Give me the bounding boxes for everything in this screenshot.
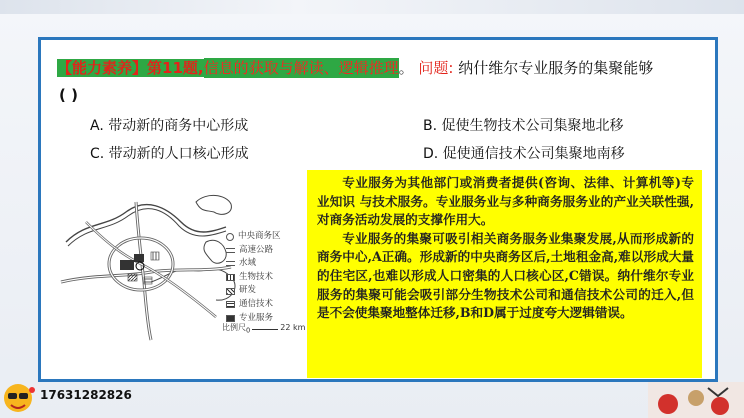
emoji-avatar-icon bbox=[0, 378, 38, 416]
option-a[interactable]: A. 带动新的商务中心形成 bbox=[90, 118, 249, 134]
legend-label: 通信技术 bbox=[239, 298, 274, 309]
horizontal-hatch-icon bbox=[226, 301, 235, 308]
explanation-paragraph-2: 专业服务的集聚可吸引相关商务服务业集聚发展,从而形成新的商务中心,A正确。形成新的中央商务区后,土地租金高,难以形成大量的住宅区,也难以形成人口密集的人口核心区,C错误。纳什维尔专业服务的集聚可能会吸引部分生物技术公司和通信技术公司的迁入,但是不会使集聚地整体迁移,B和D属于过度夸大逻辑错误。 bbox=[317, 230, 694, 321]
explanation-box bbox=[307, 170, 702, 378]
double-line-icon bbox=[226, 248, 235, 253]
circle-icon bbox=[226, 233, 234, 241]
scale-value: 22 km bbox=[280, 323, 306, 332]
legend-item-water bbox=[226, 257, 281, 271]
water-icon bbox=[226, 261, 235, 266]
legend-label: 研发 bbox=[239, 285, 257, 296]
legend-item-rnd bbox=[226, 284, 281, 298]
top-decoration bbox=[0, 0, 744, 14]
option-c[interactable]: C. 带动新的人口核心形成 bbox=[90, 146, 249, 162]
question-period: 。 bbox=[398, 59, 414, 77]
question-line bbox=[57, 56, 697, 80]
legend-item-cbd bbox=[226, 230, 281, 244]
legend-item-highway bbox=[226, 244, 281, 258]
legend-label: 水域 bbox=[239, 258, 257, 269]
legend-item-biotech bbox=[226, 271, 281, 285]
phone-number: 17631282826 bbox=[40, 388, 132, 402]
legend-label: 专业服务 bbox=[239, 312, 274, 323]
legend-label: 生物技术 bbox=[239, 271, 274, 282]
diagonal-hatch-icon bbox=[226, 288, 235, 295]
solid-fill-icon bbox=[226, 315, 235, 322]
question-skill: 信息的获取与解读、逻辑推理 bbox=[203, 59, 399, 77]
corner-decoration bbox=[648, 382, 744, 418]
legend-item-telecom bbox=[226, 298, 281, 312]
scale-zero: 0 bbox=[246, 326, 251, 335]
map-scale bbox=[222, 322, 305, 335]
map-legend bbox=[226, 230, 281, 325]
scale-label: 比例尺 bbox=[222, 323, 246, 332]
question-number: 第11题, bbox=[147, 59, 204, 77]
legend-label: 高速公路 bbox=[239, 244, 274, 255]
explanation-paragraph-1: 专业服务为其他部门或消费者提供(咨询、法律、计算机等)专业知识 与技术服务。专业服务业与多种商务服务业的产业关联性强,对商务活动发展的支撑作用大。 bbox=[317, 175, 694, 228]
answer-blank: ( ) bbox=[59, 86, 78, 104]
question-prefix: 【能力素养】 bbox=[57, 59, 148, 77]
scale-bar bbox=[252, 329, 278, 330]
vertical-hatch-icon bbox=[226, 274, 235, 281]
option-b[interactable]: B. 促使生物技术公司集聚地北移 bbox=[423, 118, 624, 134]
question-stem: 纳什维尔专业服务的集聚能够 bbox=[458, 59, 654, 77]
option-d[interactable]: D. 促使通信技术公司集聚地南移 bbox=[423, 146, 625, 162]
legend-label: 中央商务区 bbox=[238, 231, 281, 241]
question-label: 问题: bbox=[418, 59, 454, 77]
